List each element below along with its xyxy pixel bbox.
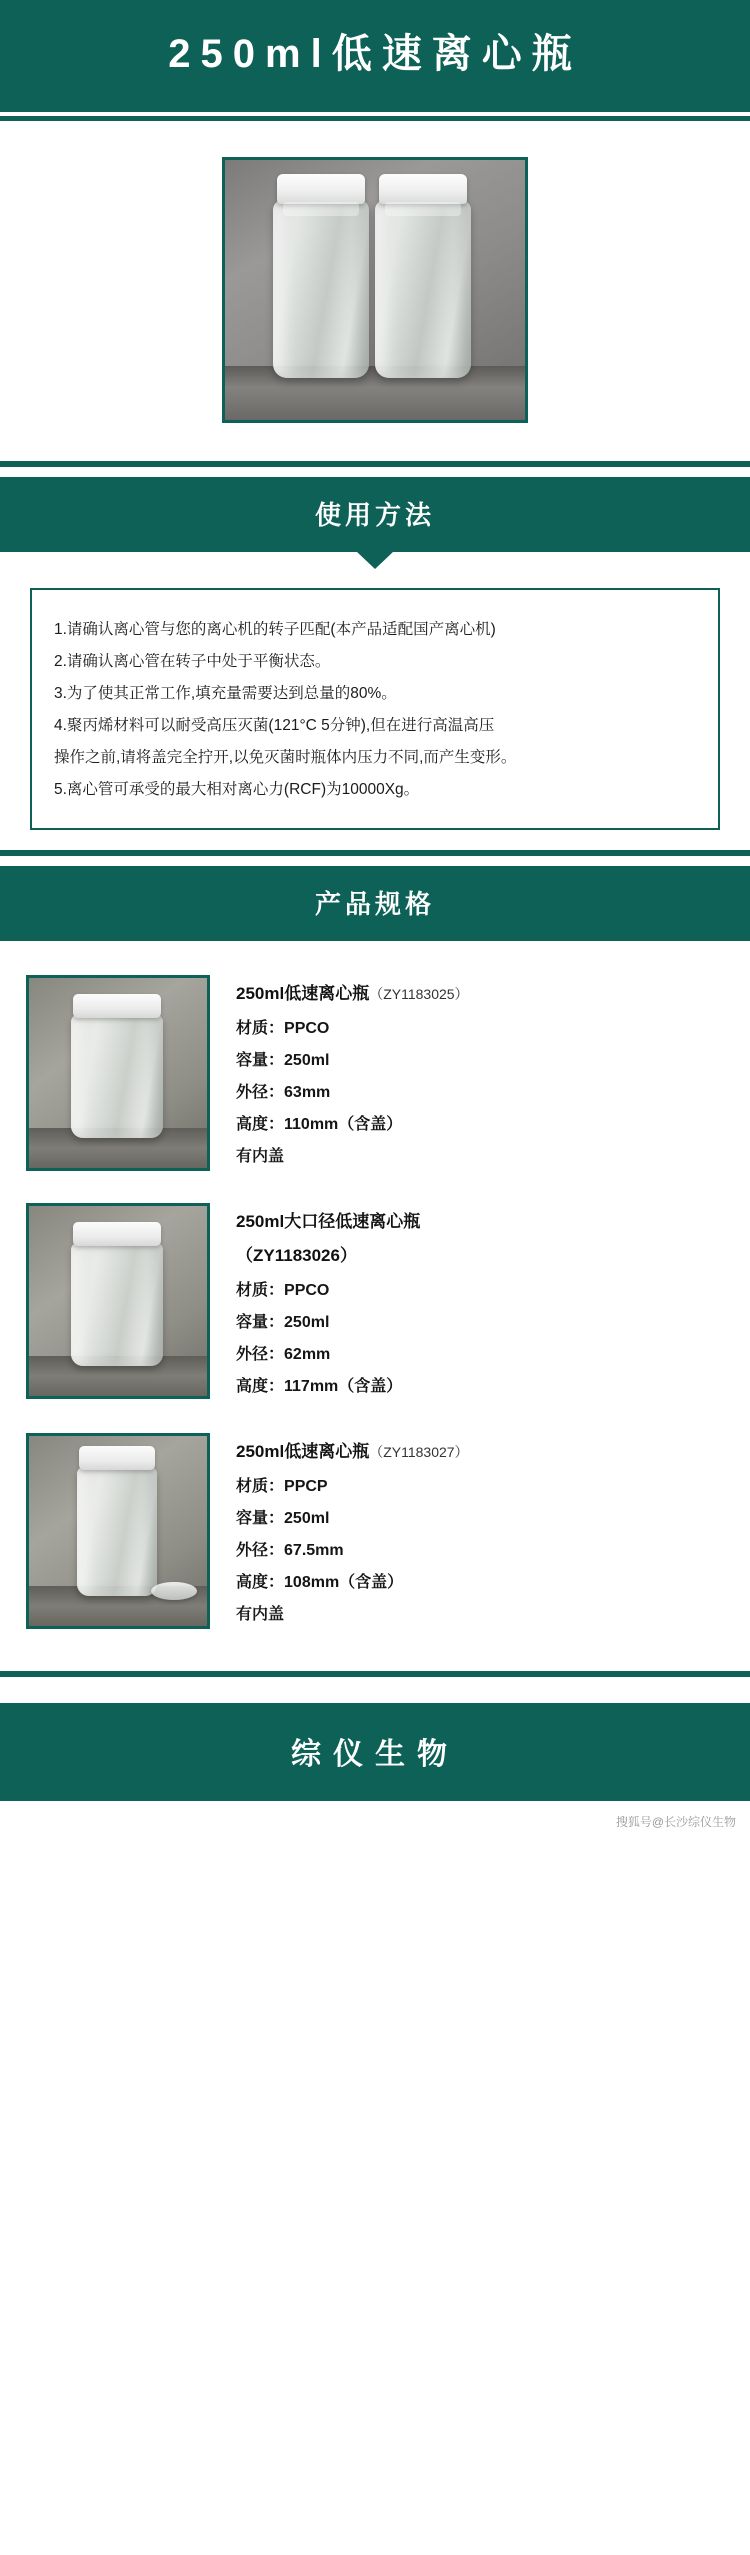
spec-item <box>26 1433 724 1631</box>
specs-section-rule <box>0 850 750 856</box>
spec-volume <box>236 1503 469 1535</box>
spec-height <box>236 1567 469 1599</box>
spec-name-text: 250ml低速离心瓶 <box>236 1442 370 1461</box>
spec-code: （ZY1183025） <box>369 986 469 1002</box>
spec-name <box>236 1437 469 1467</box>
bottle-cap <box>73 994 161 1018</box>
spec-note: 有内盖 <box>236 1606 285 1623</box>
bottle-cap <box>73 1222 161 1246</box>
spec-name: 250ml大口径低速离心瓶 <box>236 1212 421 1231</box>
bottle-right <box>375 200 471 378</box>
separate-lid-image <box>151 1582 197 1600</box>
usage-line: 4.聚丙烯材料可以耐受高压灭菌(121°C 5分钟),但在进行高温高压 <box>54 717 495 734</box>
specs-section-banner <box>0 866 750 941</box>
spec-outer-diameter <box>236 1077 469 1109</box>
usage-section-rule <box>0 461 750 467</box>
spec-photo-1 <box>26 975 210 1171</box>
spec-outer-diameter-value: 67.5mm <box>284 1542 344 1559</box>
page-header <box>0 0 750 121</box>
down-arrow-icon <box>356 551 394 569</box>
spec-text-2 <box>210 1203 420 1403</box>
spec-item <box>26 1203 724 1403</box>
usage-section-title: 使用方法 <box>314 500 435 530</box>
usage-line: 操作之前,请将盖完全拧开,以免灭菌时瓶体内压力不同,而产生变形。 <box>54 749 517 766</box>
spec-code: （ZY1183026） <box>236 1246 357 1265</box>
spec-name-text: 250ml低速离心瓶 <box>236 984 370 1003</box>
spec-height-label: 高度： <box>236 1378 285 1395</box>
footer-banner <box>0 1703 750 1801</box>
usage-section-banner <box>0 477 750 552</box>
spec-material <box>236 1275 420 1307</box>
spec-material-value: PPCP <box>284 1478 328 1495</box>
bottle-cap <box>277 174 365 204</box>
bottle-image <box>71 1242 163 1366</box>
spec-volume-label: 容量： <box>236 1314 285 1331</box>
page-title: 250ml低速离心瓶 <box>168 32 582 76</box>
hero-product-photo <box>222 157 528 423</box>
photo-floor <box>225 366 525 420</box>
spec-volume-label: 容量： <box>236 1510 285 1527</box>
spec-material-label: 材质： <box>236 1020 285 1037</box>
spec-outer-diameter <box>236 1339 420 1371</box>
bottle-cap <box>79 1446 155 1470</box>
spec-material-label: 材质： <box>236 1282 285 1299</box>
usage-instructions-box <box>30 588 720 830</box>
spec-height-value: 117mm（含盖） <box>284 1378 403 1395</box>
spec-volume-value: 250ml <box>284 1314 330 1331</box>
spec-height <box>236 1109 469 1141</box>
spec-material <box>236 1013 469 1045</box>
spec-item <box>26 975 724 1173</box>
spec-outer-diameter-value: 62mm <box>284 1346 331 1363</box>
spec-material <box>236 1471 469 1503</box>
bottle-image <box>71 1014 163 1138</box>
bottle-neck <box>283 202 359 216</box>
spec-height-value: 110mm（含盖） <box>284 1116 403 1133</box>
specs-section-title: 产品规格 <box>314 889 435 919</box>
usage-line: 3.为了使其正常工作,填充量需要达到总量的80%。 <box>54 685 397 702</box>
spec-material-label: 材质： <box>236 1478 285 1495</box>
usage-zone <box>0 552 750 850</box>
footer-rule <box>0 1671 750 1677</box>
usage-line: 5.离心管可承受的最大相对离心力(RCF)为10000Xg。 <box>54 781 420 798</box>
spec-volume <box>236 1307 420 1339</box>
bottle-neck <box>385 202 461 216</box>
title-banner <box>0 0 750 112</box>
bottle-cap <box>379 174 467 204</box>
bottle-left <box>273 200 369 378</box>
spec-note: 有内盖 <box>236 1148 285 1165</box>
usage-line: 2.请确认离心管在转子中处于平衡状态。 <box>54 653 331 670</box>
bottle-image <box>77 1466 157 1596</box>
spec-outer-diameter-label: 外径： <box>236 1084 285 1101</box>
brand-name: 综仪生物 <box>291 1738 459 1771</box>
spec-photo-2 <box>26 1203 210 1399</box>
hero-image-zone <box>0 121 750 461</box>
spec-material-value: PPCO <box>284 1020 330 1037</box>
spec-outer-diameter-label: 外径： <box>236 1346 285 1363</box>
spec-height-label: 高度： <box>236 1116 285 1133</box>
spec-material-value: PPCO <box>284 1282 330 1299</box>
spec-name <box>236 979 469 1009</box>
usage-line: 1.请确认离心管与您的离心机的转子匹配(本产品适配国产离心机) <box>54 621 496 638</box>
spec-outer-diameter <box>236 1535 469 1567</box>
spec-text-1 <box>210 975 469 1173</box>
spec-outer-diameter-label: 外径： <box>236 1542 285 1559</box>
spec-code: （ZY1183027） <box>369 1444 469 1460</box>
spec-text-3 <box>210 1433 469 1631</box>
spec-volume <box>236 1045 469 1077</box>
specs-zone <box>0 941 750 1671</box>
spec-height-label: 高度： <box>236 1574 285 1591</box>
spec-outer-diameter-value: 63mm <box>284 1084 331 1101</box>
watermark: 搜狐号@长沙综仪生物 <box>615 1815 736 1829</box>
spec-volume-value: 250ml <box>284 1052 330 1069</box>
spec-height-value: 108mm（含盖） <box>284 1574 404 1591</box>
spec-height <box>236 1371 420 1403</box>
spec-photo-3 <box>26 1433 210 1629</box>
spec-volume-label: 容量： <box>236 1052 285 1069</box>
spec-volume-value: 250ml <box>284 1510 330 1527</box>
